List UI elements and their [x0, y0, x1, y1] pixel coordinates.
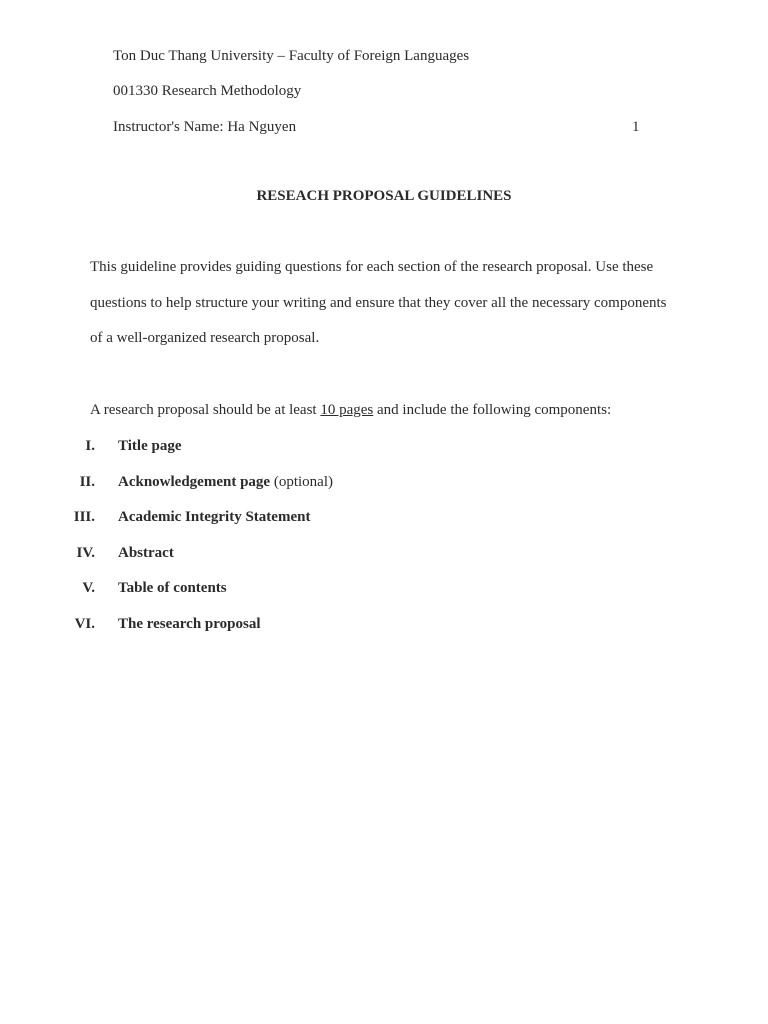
- document-title: RESEACH PROPOSAL GUIDELINES: [256, 188, 512, 204]
- component-title: The research proposal: [118, 615, 261, 632]
- list-label: [118, 579, 227, 597]
- list-label: [118, 437, 181, 455]
- paragraph-line: questions to help structure your writing and ensure that they cover all the necessary components: [90, 294, 667, 311]
- paragraph-line: of a well-organized research proposal.: [90, 330, 320, 346]
- list-numeral: III.: [73, 509, 95, 525]
- component-title: Table of contents: [118, 580, 227, 596]
- list-item: [0, 508, 768, 544]
- list-item: [0, 579, 768, 615]
- list-label: [118, 544, 174, 562]
- list-numeral: VI.: [74, 615, 95, 632]
- intro-text-before: A research proposal should be at least: [90, 402, 321, 418]
- list-numeral: IV.: [76, 544, 95, 561]
- list-numeral: V.: [82, 580, 95, 596]
- intro-text-after: and include the following components:: [373, 402, 612, 418]
- component-title: Abstract: [118, 544, 174, 561]
- list-numeral: I.: [85, 438, 95, 454]
- paragraph-line: This guideline provides guiding questions for each section of the research proposal. Use these: [90, 259, 654, 275]
- list-label: [118, 473, 333, 491]
- header-course: 001330 Research Methodology: [113, 83, 302, 99]
- list-item: [0, 544, 768, 580]
- header-instructor: Instructor's Name: Ha Nguyen: [113, 119, 297, 135]
- component-note: (optional): [270, 473, 333, 490]
- guideline-paragraph: [90, 250, 690, 357]
- list-item: [0, 615, 768, 651]
- intro-page-count: 10 pages: [320, 402, 374, 418]
- list-label: [118, 615, 261, 633]
- list-item: [0, 473, 768, 509]
- components-intro: [90, 401, 611, 419]
- header-university: Ton Duc Thang University – Faculty of Foreign Languages: [113, 48, 470, 64]
- component-title: Acknowledgement page: [118, 473, 271, 490]
- list-numeral: II.: [79, 473, 95, 490]
- page-number: 1: [632, 119, 640, 135]
- component-title: Title page: [118, 438, 182, 454]
- component-title: Academic Integrity Statement: [118, 509, 311, 525]
- components-list: [0, 437, 768, 650]
- list-item: [0, 437, 768, 473]
- list-label: [118, 508, 310, 526]
